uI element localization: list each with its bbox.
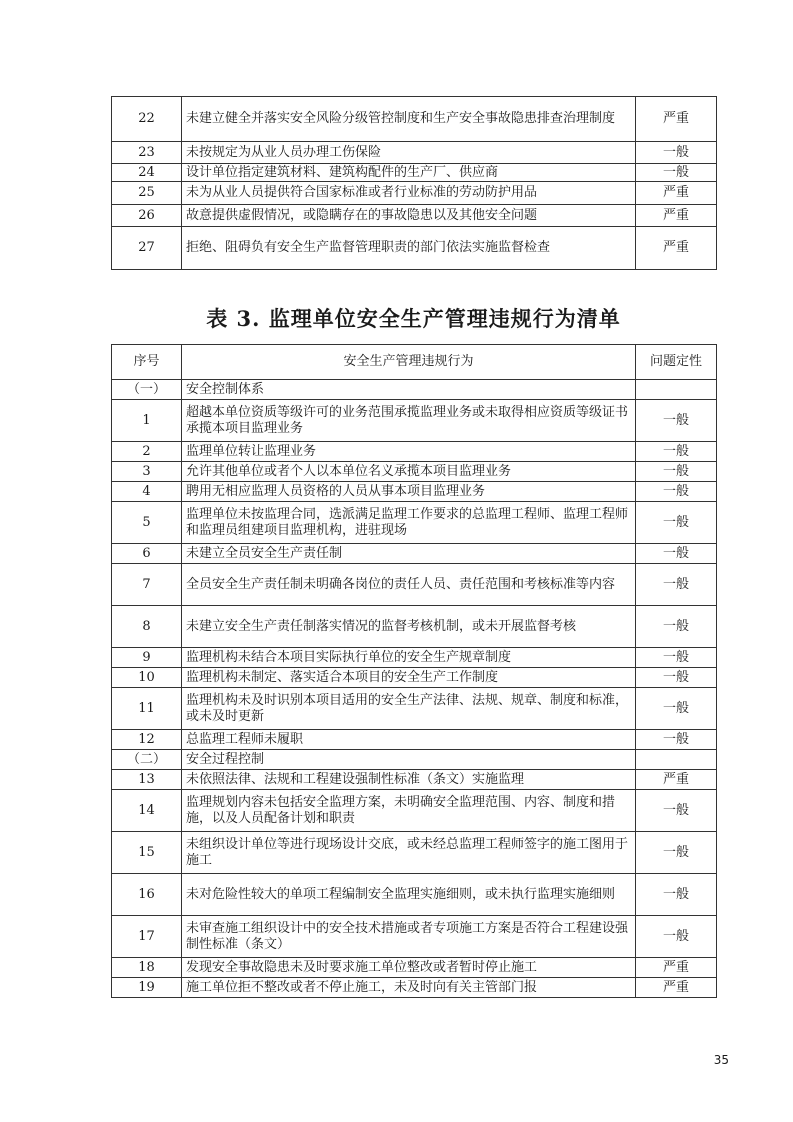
row-number: 9: [112, 648, 182, 668]
table-row: [112, 688, 717, 730]
row-behavior: 施工单位拒不整改或者不停止施工，未及时向有关主管部门报: [182, 978, 636, 998]
row-severity: 一般: [636, 564, 717, 606]
row-behavior: 未建立全员安全生产责任制: [182, 544, 636, 564]
row-behavior: 未审查施工组织设计中的安全技术措施或者专项施工方案是否符合工程建设强制性标准（条文）: [182, 916, 636, 958]
row-number: （二）: [112, 750, 182, 770]
row-severity: [636, 380, 717, 400]
row-number: 3: [112, 462, 182, 482]
row-number: 15: [112, 832, 182, 874]
row-severity: 一般: [636, 668, 717, 688]
table-row: [112, 142, 717, 164]
row-severity: 一般: [636, 502, 717, 544]
row-behavior: 未建立健全并落实安全风险分级管控制度和生产安全事故隐患排查治理制度: [182, 97, 636, 142]
table-row: [112, 730, 717, 750]
table-row: [112, 400, 717, 442]
row-number: 23: [112, 142, 182, 164]
row-number: 6: [112, 544, 182, 564]
row-severity: 严重: [636, 97, 717, 142]
row-behavior: 设计单位指定建筑材料、建筑构配件的生产厂、供应商: [182, 164, 636, 182]
row-number: （一）: [112, 380, 182, 400]
violations-table-3: [111, 344, 717, 998]
row-severity: 一般: [636, 730, 717, 750]
row-number: 14: [112, 790, 182, 832]
table-row: [112, 164, 717, 182]
row-behavior: 未建立安全生产责任制落实情况的监督考核机制，或未开展监督考核: [182, 606, 636, 648]
row-behavior: 超越本单位资质等级许可的业务范围承揽监理业务或未取得相应资质等级证书承揽本项目监理业务: [182, 400, 636, 442]
row-behavior: 未依照法律、法规和工程建设强制性标准（条文）实施监理: [182, 770, 636, 790]
row-severity: 一般: [636, 832, 717, 874]
header-no: 序号: [112, 345, 182, 380]
table-row: [112, 227, 717, 270]
table-row: [112, 544, 717, 564]
table-row: [112, 97, 717, 142]
row-number: 16: [112, 874, 182, 916]
row-severity: 一般: [636, 482, 717, 502]
header-behavior: 安全生产管理违规行为: [182, 345, 636, 380]
row-number: 17: [112, 916, 182, 958]
row-number: 26: [112, 205, 182, 227]
row-number: 12: [112, 730, 182, 750]
table-row: [112, 182, 717, 205]
row-number: 1: [112, 400, 182, 442]
table-row: [112, 380, 717, 400]
row-number: 13: [112, 770, 182, 790]
row-severity: 一般: [636, 400, 717, 442]
row-severity: [636, 750, 717, 770]
row-severity: 严重: [636, 958, 717, 978]
row-severity: 一般: [636, 442, 717, 462]
row-number: 4: [112, 482, 182, 502]
row-severity: 一般: [636, 790, 717, 832]
row-behavior: 未按规定为从业人员办理工伤保险: [182, 142, 636, 164]
row-number: 27: [112, 227, 182, 270]
row-number: 8: [112, 606, 182, 648]
row-behavior: 允许其他单位或者个人以本单位名义承揽本项目监理业务: [182, 462, 636, 482]
row-number: 22: [112, 97, 182, 142]
row-number: 18: [112, 958, 182, 978]
table-row: [112, 790, 717, 832]
header-severity: 问题定性: [636, 345, 717, 380]
table-header-row: [112, 345, 717, 380]
page-number: 35: [713, 1053, 729, 1067]
row-behavior: 未对危险性较大的单项工程编制安全监理实施细则，或未执行监理实施细则: [182, 874, 636, 916]
table-row: [112, 770, 717, 790]
row-severity: 一般: [636, 874, 717, 916]
row-severity: 严重: [636, 227, 717, 270]
row-behavior: 聘用无相应监理人员资格的人员从事本项目监理业务: [182, 482, 636, 502]
row-number: 10: [112, 668, 182, 688]
row-severity: 一般: [636, 688, 717, 730]
row-severity: 严重: [636, 205, 717, 227]
row-behavior: 未组织设计单位等进行现场设计交底，或未经总监理工程师签字的施工图用于施工: [182, 832, 636, 874]
row-behavior: 全员安全生产责任制未明确各岗位的责任人员、责任范围和考核标准等内容: [182, 564, 636, 606]
row-behavior: 拒绝、阻碍负有安全生产监督管理职责的部门依法实施监督检查: [182, 227, 636, 270]
row-number: 19: [112, 978, 182, 998]
row-behavior: 监理机构未结合本项目实际执行单位的安全生产规章制度: [182, 648, 636, 668]
row-behavior: 监理规划内容未包括安全监理方案，未明确安全监理范围、内容、制度和措施，以及人员配备计划和职责: [182, 790, 636, 832]
row-behavior: 安全控制体系: [182, 380, 636, 400]
table-row: [112, 205, 717, 227]
table-row: [112, 958, 717, 978]
row-behavior: 发现安全事故隐患未及时要求施工单位整改或者暂时停止施工: [182, 958, 636, 978]
row-severity: 一般: [636, 916, 717, 958]
row-behavior: 监理单位转让监理业务: [182, 442, 636, 462]
row-severity: 严重: [636, 978, 717, 998]
row-severity: 一般: [636, 462, 717, 482]
row-number: 25: [112, 182, 182, 205]
table-row: [112, 606, 717, 648]
row-behavior: 未为从业人员提供符合国家标准或者行业标准的劳动防护用品: [182, 182, 636, 205]
row-behavior: 监理机构未及时识别本项目适用的安全生产法律、法规、规章、制度和标准，或未及时更新: [182, 688, 636, 730]
row-behavior: 监理机构未制定、落实适合本项目的安全生产工作制度: [182, 668, 636, 688]
table-row: [112, 668, 717, 688]
table-row: [112, 750, 717, 770]
table-row: [112, 442, 717, 462]
table3-title: 表 3. 监理单位安全生产管理违规行为清单: [206, 306, 621, 331]
row-severity: 一般: [636, 164, 717, 182]
row-severity: 一般: [636, 606, 717, 648]
table-row: [112, 874, 717, 916]
row-behavior: 故意提供虚假情况，或隐瞒存在的事故隐患以及其他安全问题: [182, 205, 636, 227]
table-row: [112, 564, 717, 606]
row-behavior: 安全过程控制: [182, 750, 636, 770]
violations-table-continued: [111, 96, 717, 270]
row-number: 7: [112, 564, 182, 606]
row-number: 2: [112, 442, 182, 462]
row-behavior: 监理单位未按监理合同，选派满足监理工作要求的总监理工程师、监理工程师和监理员组建项目监理机构，进驻现场: [182, 502, 636, 544]
table-row: [112, 916, 717, 958]
table-row: [112, 648, 717, 668]
row-number: 24: [112, 164, 182, 182]
row-number: 11: [112, 688, 182, 730]
row-severity: 一般: [636, 648, 717, 668]
row-number: 5: [112, 502, 182, 544]
table-row: [112, 502, 717, 544]
row-severity: 一般: [636, 142, 717, 164]
row-behavior: 总监理工程师未履职: [182, 730, 636, 750]
table-row: [112, 832, 717, 874]
row-severity: 严重: [636, 770, 717, 790]
row-severity: 一般: [636, 544, 717, 564]
table-row: [112, 462, 717, 482]
table-row: [112, 978, 717, 998]
row-severity: 严重: [636, 182, 717, 205]
table-row: [112, 482, 717, 502]
